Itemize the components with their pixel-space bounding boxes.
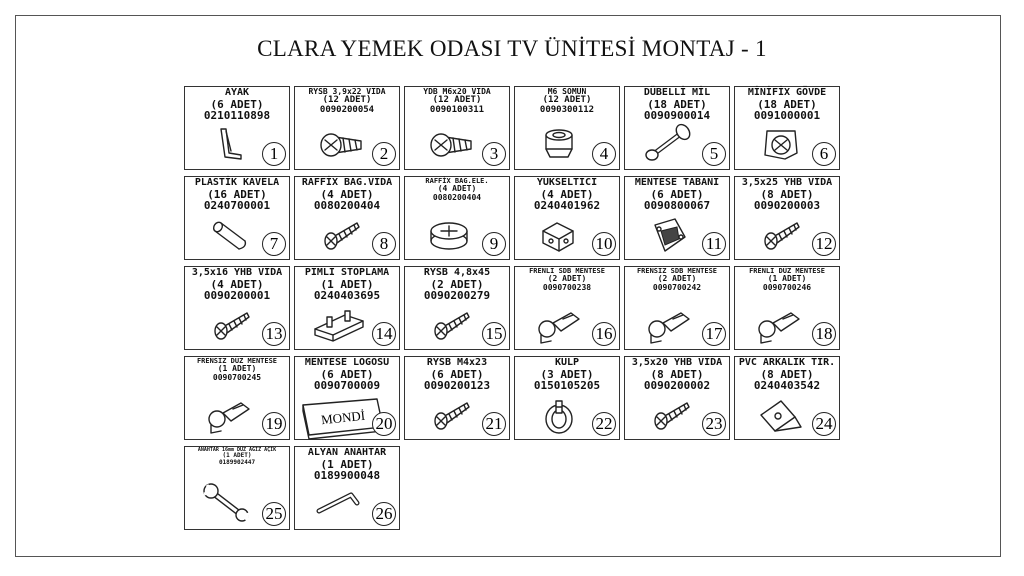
part-label (625, 178, 729, 212)
part-code: 0240401962 (533, 199, 601, 213)
part-quantity: (12 ADET) (322, 95, 372, 106)
part-number-badge: 20 (372, 412, 396, 436)
part-card (184, 176, 290, 260)
part-quantity: (6 ADET) (650, 187, 704, 201)
part-code: 0189900048 (313, 469, 381, 483)
part-card (294, 176, 400, 260)
part-code: 0090200279 (423, 289, 491, 303)
part-card (184, 356, 290, 440)
part-code: 0210110898 (203, 109, 271, 123)
part-code: 0090100311 (429, 104, 485, 115)
part-quantity: (1 ADET) (320, 277, 374, 291)
part-quantity: (4 ADET) (210, 277, 264, 291)
part-code: 0090200123 (423, 379, 491, 393)
part-number-badge: 15 (482, 322, 506, 346)
part-label (295, 178, 399, 212)
part-card (294, 86, 400, 170)
part-code: 0090700246 (762, 282, 812, 292)
part-name: M6 SOMUN (547, 87, 587, 96)
part-quantity: (2 ADET) (430, 277, 484, 291)
part-number-badge: 22 (592, 412, 616, 436)
part-name: 3,5x20 YHB VIDA (631, 357, 723, 368)
part-card (514, 266, 620, 350)
part-name: FRENLI SDB MENTESE (529, 267, 605, 275)
part-name: PVC ARKALIK TIR. (738, 357, 836, 368)
part-name: RYSB M4x23 (426, 357, 488, 368)
part-code: 0090200054 (319, 104, 375, 115)
part-card (624, 86, 730, 170)
part-card (404, 356, 510, 440)
part-name: PLASTİK KAVELA (194, 177, 280, 188)
part-quantity: (1 ADET) (320, 457, 374, 471)
part-card (624, 266, 730, 350)
part-code: 0090700245 (212, 372, 262, 382)
part-code: 0090200002 (643, 379, 711, 393)
part-code: 0080200404 (313, 199, 381, 213)
part-name: FRENLI DÜZ MENTESE (749, 267, 825, 275)
part-name: 3,5x25 YHB VIDA (741, 177, 833, 188)
part-name: RAFFİX BAG.ELE. (425, 177, 489, 185)
part-code: 0090700242 (652, 282, 702, 292)
logo-text: MONDİ (320, 407, 366, 428)
part-label (625, 88, 729, 122)
part-quantity: (8 ADET) (760, 187, 814, 201)
part-label (295, 268, 399, 302)
part-number-badge: 2 (372, 142, 396, 166)
part-code: 0090700009 (313, 379, 381, 393)
part-number-badge: 17 (702, 322, 726, 346)
part-label (185, 88, 289, 122)
part-label (515, 178, 619, 212)
part-quantity: (2 ADET) (657, 274, 697, 284)
part-number-badge: 25 (262, 502, 286, 526)
part-number-badge: 4 (592, 142, 616, 166)
part-number-badge: 5 (702, 142, 726, 166)
part-quantity: (12 ADET) (542, 95, 592, 106)
part-code: 0090200003 (753, 199, 821, 213)
part-number-badge: 8 (372, 232, 396, 256)
part-code: 0090200001 (203, 289, 271, 303)
part-quantity: (12 ADET) (432, 95, 482, 106)
part-card (514, 356, 620, 440)
part-label (735, 268, 839, 292)
part-label (405, 88, 509, 115)
part-label (185, 178, 289, 212)
part-name: FRENSIZ SDB MENTESE (636, 267, 718, 275)
part-code: 0240700001 (203, 199, 271, 213)
part-quantity: (3 ADET) (540, 367, 594, 381)
page-title: CLARA YEMEK ODASI TV ÜNİTESİ MONTAJ - 1 (257, 36, 767, 61)
part-quantity: (1 ADET) (222, 452, 252, 460)
part-quantity: (1 ADET) (767, 274, 807, 284)
part-name: YUKSELTICI (536, 177, 598, 188)
part-name: DÜBELLİ MİL (643, 87, 711, 98)
part-code: 0090800067 (643, 199, 711, 213)
part-quantity: (8 ADET) (760, 367, 814, 381)
part-number-badge: 19 (262, 412, 286, 436)
part-card (514, 176, 620, 260)
part-number-badge: 26 (372, 502, 396, 526)
part-quantity: (6 ADET) (210, 97, 264, 111)
part-card (184, 86, 290, 170)
part-number-badge: 14 (372, 322, 396, 346)
part-card (734, 176, 840, 260)
part-number-badge: 23 (702, 412, 726, 436)
part-label (295, 448, 399, 482)
part-quantity: (2 ADET) (547, 274, 587, 284)
part-card (294, 266, 400, 350)
part-code: 0080200404 (432, 192, 482, 202)
part-number-badge: 1 (262, 142, 286, 166)
part-name: MENTESE LOGOSU (304, 357, 390, 368)
part-code: 0189902447 (218, 458, 256, 466)
part-label (735, 178, 839, 212)
part-label (405, 358, 509, 392)
part-name: RYSB 4,8x45 (423, 267, 491, 278)
part-name: PIMLI STOPLAMA (304, 267, 390, 278)
part-label (185, 268, 289, 302)
part-code: 0090700238 (542, 282, 592, 292)
part-card (294, 446, 400, 530)
part-number-badge: 12 (812, 232, 836, 256)
part-name: RYSB 3,9x22 VIDA (308, 87, 386, 96)
part-number-badge: 11 (702, 232, 726, 256)
part-label (185, 358, 289, 382)
part-label (625, 358, 729, 392)
part-quantity: (4 ADET) (437, 184, 477, 194)
part-card (624, 176, 730, 260)
part-name: 3,5x16 YHB VIDA (191, 267, 283, 278)
part-card (184, 446, 290, 530)
part-quantity: (1 ADET) (217, 364, 257, 374)
part-label (515, 358, 619, 392)
part-card (734, 86, 840, 170)
part-label (295, 358, 399, 392)
part-card (404, 176, 510, 260)
part-number-badge: 18 (812, 322, 836, 346)
part-card (404, 86, 510, 170)
part-name: RAFFİX BAG.VIDA (301, 177, 393, 188)
part-name: ANAHTAR 16mm DÜZ AGIZ AÇIK (197, 447, 277, 453)
part-name: YDB M6x20 VIDA (423, 87, 491, 96)
part-quantity: (8 ADET) (650, 367, 704, 381)
part-quantity: (18 ADET) (647, 97, 707, 111)
part-code: 0091000001 (753, 109, 821, 123)
part-number-badge: 6 (812, 142, 836, 166)
part-code: 0090900014 (643, 109, 711, 123)
part-label (735, 358, 839, 392)
part-number-badge: 24 (812, 412, 836, 436)
part-number-badge: 7 (262, 232, 286, 256)
part-number-badge: 9 (482, 232, 506, 256)
part-card (734, 356, 840, 440)
part-quantity: (6 ADET) (430, 367, 484, 381)
part-code: 0240403542 (753, 379, 821, 393)
part-code: 0090300112 (539, 104, 595, 115)
part-label (735, 88, 839, 122)
part-quantity: (4 ADET) (320, 187, 374, 201)
part-code: 0240403695 (313, 289, 381, 303)
part-quantity: (18 ADET) (757, 97, 817, 111)
part-label (405, 268, 509, 302)
part-card (734, 266, 840, 350)
part-label (185, 448, 289, 466)
part-name: FRENSIZ DÜZ MENTESE (196, 357, 278, 365)
part-label (515, 268, 619, 292)
part-card (624, 356, 730, 440)
part-card (514, 86, 620, 170)
part-label (625, 268, 729, 292)
part-label (405, 178, 509, 202)
part-name: ALYAN ANAHTAR (307, 447, 387, 458)
part-number-badge: 16 (592, 322, 616, 346)
part-number-badge: 21 (482, 412, 506, 436)
part-number-badge: 13 (262, 322, 286, 346)
part-quantity: (4 ADET) (540, 187, 594, 201)
part-card (404, 266, 510, 350)
part-number-badge: 10 (592, 232, 616, 256)
part-label (515, 88, 619, 115)
part-name: MENTESE TABANI (634, 177, 720, 188)
part-card (294, 356, 400, 440)
part-code: 0150105205 (533, 379, 601, 393)
part-name: MİNİFİX GÖVDE (747, 87, 827, 98)
part-label (295, 88, 399, 115)
part-name: KULP (554, 357, 580, 368)
part-number-badge: 3 (482, 142, 506, 166)
part-quantity: (6 ADET) (320, 367, 374, 381)
part-card (184, 266, 290, 350)
part-quantity: (16 ADET) (207, 187, 267, 201)
part-name: AYAK (224, 87, 250, 98)
